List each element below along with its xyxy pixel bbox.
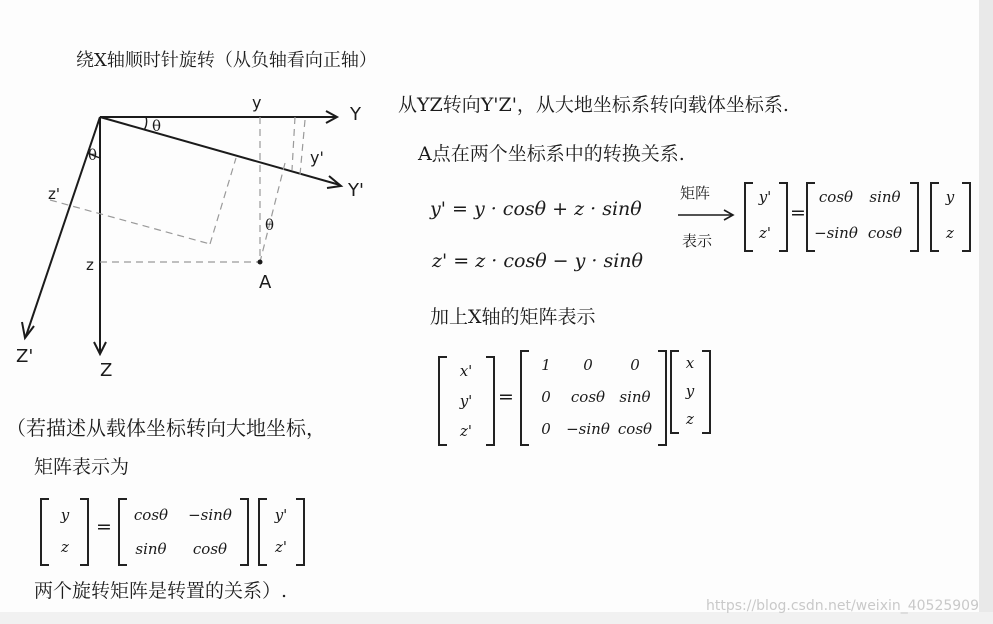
matrix-cell: y: [60, 506, 70, 524]
bracket-left: [40, 498, 49, 566]
bracket-right: [80, 498, 89, 566]
matrix-cell: 1: [541, 356, 551, 374]
matrix-cell: cosθ: [867, 224, 903, 242]
equation-y-prime: y' = y · cosθ + z · sinθ: [430, 198, 642, 220]
equals-sign: =: [96, 516, 112, 538]
equals-sign: =: [790, 202, 806, 224]
axis-z-prime-label: Z': [16, 346, 34, 367]
watermark: https://blog.csdn.net/weixin_40525909: [705, 598, 979, 614]
matrix-cell: y: [945, 188, 955, 206]
matrix-cell: 0: [583, 356, 593, 374]
bracket-right: [296, 498, 305, 566]
guide-2: [300, 120, 305, 175]
note-transpose-relation: 两个旋转矩阵是转置的关系）.: [34, 580, 288, 602]
note-matrix-form: 矩阵表示为: [34, 456, 130, 478]
tick-z-prime-label: z': [48, 185, 60, 203]
equals-sign: =: [498, 386, 514, 408]
angle-theta-z: θ: [88, 146, 98, 164]
bracket-left: [520, 350, 529, 446]
matrix-cell: 0: [630, 356, 640, 374]
guide-3: [210, 158, 236, 244]
matrix-cell: cosθ: [617, 420, 653, 438]
matrix-cell: y: [685, 382, 695, 400]
matrix-cell: y': [274, 506, 288, 524]
bracket-right: [658, 350, 667, 446]
matrix-cell: 0: [541, 388, 551, 406]
matrix-cell: −sinθ: [814, 224, 858, 242]
proj-z-prime: [50, 200, 210, 244]
note-frame-change: 从YZ转向Y'Z'，从大地坐标系转向载体坐标系.: [398, 94, 789, 116]
axis-y-label: Y: [350, 104, 361, 125]
arrow-label-top: 矩阵: [680, 184, 711, 202]
equation-z-prime: z' = z · cosθ − y · sinθ: [432, 250, 643, 272]
note-point-a: A点在两个坐标系中的转换关系.: [418, 143, 685, 165]
guide-1: [292, 117, 295, 170]
bracket-right: [702, 350, 711, 434]
axis-y-prime-label: Y': [348, 180, 364, 201]
bracket-left: [438, 356, 447, 446]
angle-theta-y: θ: [152, 117, 162, 135]
matrix-cell: z: [686, 410, 694, 428]
matrix-cell: z': [758, 224, 772, 242]
matrix-cell: cosθ: [570, 388, 606, 406]
y-prime-axis-line: [100, 117, 340, 185]
angle-arc-y: [144, 117, 147, 130]
matrix-cell: −sinθ: [566, 420, 610, 438]
matrix-cell: z': [274, 538, 288, 556]
bracket-right: [779, 182, 788, 252]
bracket-right: [240, 498, 249, 566]
matrix-cell: y': [758, 188, 772, 206]
bracket-right: [962, 182, 971, 252]
matrix-cell: z': [459, 422, 473, 440]
matrix-cell: x: [685, 354, 695, 372]
point-a-dot: [258, 260, 263, 265]
matrix-cell: z: [61, 538, 69, 556]
bracket-right: [486, 356, 495, 446]
matrix-cell: x': [459, 362, 473, 380]
matrix-cell: sinθ: [135, 540, 167, 558]
bracket-right: [910, 182, 919, 252]
matrix-cell: sinθ: [869, 188, 901, 206]
matrix-cell: cosθ: [133, 506, 169, 524]
point-a-label: A: [259, 272, 272, 293]
matrix-cell: −sinθ: [188, 506, 232, 524]
arrow-label-bottom: 表示: [682, 232, 713, 250]
matrix-cell: cosθ: [192, 540, 228, 558]
tick-z-label: z: [86, 256, 94, 274]
matrix-cell: cosθ: [818, 188, 854, 206]
matrix-cell: sinθ: [619, 388, 651, 406]
page-title: 绕X轴顺时针旋转（从负轴看向正轴）: [76, 50, 377, 71]
tick-y-label: y: [252, 93, 262, 112]
tick-y-prime-label: y': [310, 148, 324, 167]
proj-y-prime: [260, 163, 285, 262]
note-inverse-case: （若描述从载体坐标转向大地坐标，: [6, 416, 326, 440]
note-add-x-axis: 加上X轴的矩阵表示: [430, 306, 596, 328]
matrix-cell: z: [946, 224, 954, 242]
angle-theta-a: θ: [265, 216, 275, 234]
matrix-cell: 0: [541, 420, 551, 438]
convert-arrow: [676, 208, 738, 222]
axis-z-label: Z: [100, 360, 113, 381]
matrix-cell: y': [459, 392, 473, 410]
